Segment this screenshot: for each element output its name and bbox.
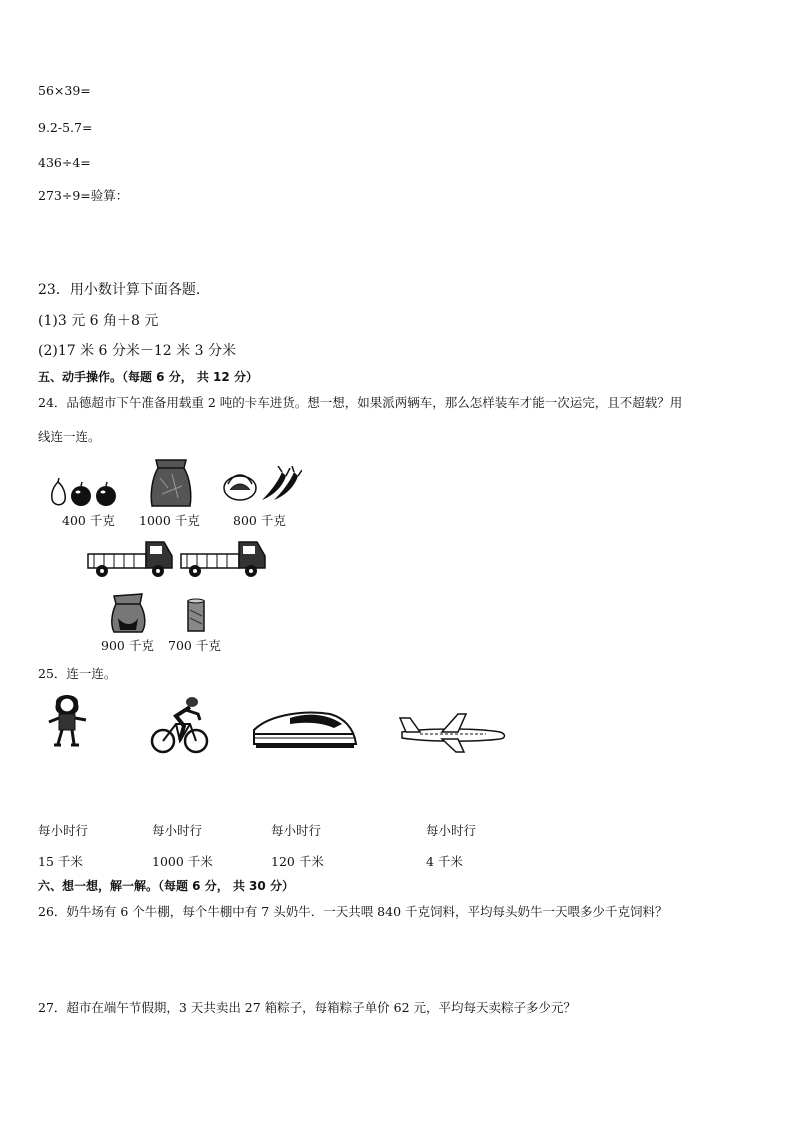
q25-title: 25．连一连。 — [38, 666, 117, 681]
goods-label-4: 900 千克 — [101, 638, 154, 653]
calc-line-4: 273÷9=验算： — [38, 188, 129, 203]
calc-line-3: 436÷4= — [38, 155, 91, 170]
q23-item-1: (1)3 元 6 角＋8 元 — [38, 313, 159, 329]
section5-title: 五、动手操作。（每题 6 分， 共 12 分） — [38, 370, 258, 384]
truck-icon — [179, 538, 267, 580]
speed-prefix-4: 每小时行 — [426, 823, 477, 838]
sack-icon — [148, 458, 194, 508]
goods-label-2: 1000 千克 — [139, 513, 200, 528]
airplane-icon — [396, 712, 508, 754]
truck-icon — [86, 538, 174, 580]
fruit-icon — [48, 478, 120, 508]
calc-line-1: 56×39= — [38, 83, 91, 98]
q27-text: 27．超市在端午节假期，3 天共卖出 27 箱粽子，每箱粽子单价 62 元，平均每天卖粽子多少元？ — [38, 1000, 577, 1015]
speed-value-2: 1000 千米 — [152, 854, 213, 869]
speed-prefix-3: 每小时行 — [271, 823, 322, 838]
goods-label-5: 700 千克 — [168, 638, 221, 653]
speed-value-3: 120 千米 — [271, 854, 324, 869]
speed-value-1: 15 千米 — [38, 854, 83, 869]
q24-line-1: 24．品德超市下午准备用载重 2 吨的卡车进货。想一想，如果派两辆车，那么怎样装车才能一次运完，且不超载？用 — [38, 395, 683, 410]
train-icon — [250, 704, 358, 750]
speed-prefix-1: 每小时行 — [38, 823, 89, 838]
goods-label-3: 800 千克 — [233, 513, 286, 528]
child-walking-icon — [46, 690, 90, 750]
section6-title: 六、想一想，解一解。（每题 6 分， 共 30 分） — [38, 879, 294, 893]
cyclist-icon — [150, 694, 210, 756]
goods-label-1: 400 千克 — [62, 513, 115, 528]
speed-prefix-2: 每小时行 — [152, 823, 203, 838]
q26-text: 26．奶牛场有 6 个牛棚，每个牛棚中有 7 头奶牛．一天共喂 840 千克饲料，平均每头奶牛一天喂多少千克饲料？ — [38, 904, 668, 919]
vegetables-icon — [220, 466, 302, 504]
bag-icon — [108, 592, 148, 634]
can-icon — [186, 598, 206, 634]
calc-line-2: 9.2-5.7= — [38, 120, 93, 135]
speed-value-4: 4 千米 — [426, 854, 463, 869]
q23-title: 23．用小数计算下面各题. — [38, 282, 201, 298]
q24-line-2: 线连一连。 — [38, 429, 101, 444]
q23-item-2: (2)17 米 6 分米－12 米 3 分米 — [38, 343, 236, 359]
